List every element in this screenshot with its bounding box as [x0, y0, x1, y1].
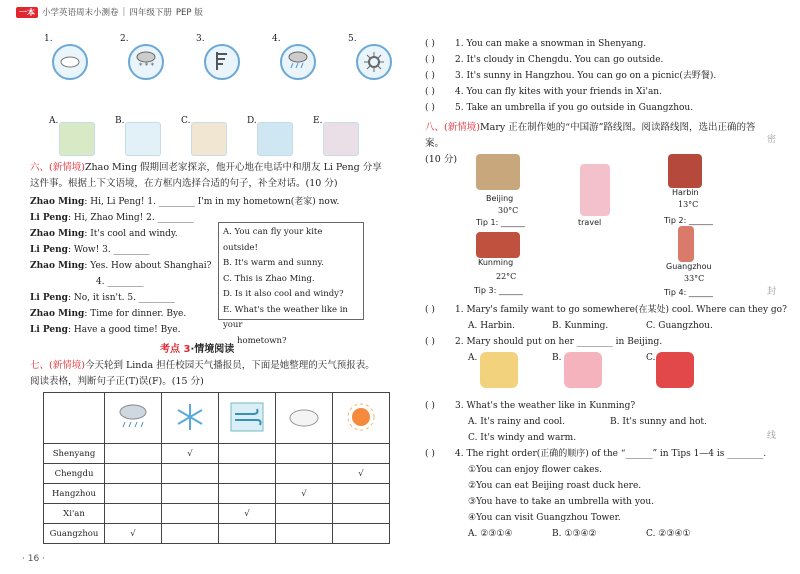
q4-option-b: B. ①③④② — [552, 529, 597, 539]
guangzhou-label: Guangzhou — [666, 262, 712, 271]
table-row — [44, 524, 390, 544]
options-box — [218, 222, 364, 346]
check-cell: √ — [276, 484, 333, 504]
option-a: A. You can fly your kite outside! — [223, 227, 323, 253]
q4-item-1: ①You can enjoy flower cakes. — [468, 465, 602, 475]
table-row — [44, 464, 390, 484]
cloud-icon — [287, 402, 321, 432]
weather-icon-2: 2. * * * — [128, 38, 164, 74]
check-cell — [333, 504, 390, 524]
header-tag: 一本 — [16, 7, 38, 18]
dialogue-line-2: Li Peng: Hi, Zhao Ming! 2. ________ — [30, 213, 194, 223]
cloudy-column — [276, 393, 333, 444]
harbin-temp: 13°C — [678, 200, 699, 209]
dialogue-line-5: Zhao Ming: Yes. How about Shanghai? — [30, 261, 212, 271]
cloud-icon — [60, 54, 80, 68]
margin-mark-3: 线 — [766, 431, 776, 441]
tf-item-2: ( ) 2. It's cloudy in Chengdu. You can go outside. — [425, 55, 664, 65]
rainy-column — [105, 393, 162, 444]
check-cell — [219, 524, 276, 544]
rain-cloud-icon — [116, 402, 150, 432]
table-row — [44, 444, 390, 464]
dialogue-line-3: Zhao Ming: It's cool and windy. — [30, 229, 178, 239]
guangzhou-temp: 33°C — [684, 274, 705, 283]
check-cell — [219, 484, 276, 504]
q3-option-c: C. It's windy and warm. — [468, 433, 577, 443]
travel-label: travel — [578, 218, 602, 227]
check-cell — [276, 444, 333, 464]
q4-item-3: ③You have to take an umbrella with you. — [468, 497, 654, 507]
weather-icon-3: 3. — [204, 38, 240, 74]
section-7-title: 七、(新情境)今天轮到 Linda 担任校园天气播报员，下面是她整理的天气预报表。阅读表格，判断句子正(T)误(F)。(15 分) — [30, 360, 375, 387]
city-cell: Xi'an — [44, 504, 105, 524]
check-cell — [276, 464, 333, 484]
weather-icon-row — [44, 34, 392, 74]
picture-option-c: C. — [187, 118, 225, 154]
q1-option-b: B. Kunming. — [552, 321, 609, 331]
weather-icon-5: 5. — [356, 38, 392, 74]
q1-option-a: A. Harbin. — [468, 321, 516, 331]
great-wall-image — [476, 154, 520, 190]
check-cell — [162, 464, 219, 484]
weather-icon-4: 4. — [280, 38, 316, 74]
page-header: 一本 小学英语周末小测卷 | 四年级下册 PEP 版 — [16, 6, 203, 18]
margin-mark-2: 封 — [766, 287, 776, 297]
city-cell: Guangzhou — [44, 524, 105, 544]
dialogue-line-6: 4. ________ — [96, 277, 144, 287]
check-cell — [105, 444, 162, 464]
check-cell: √ — [105, 524, 162, 544]
option-d: D. Is it also cool and windy? — [223, 289, 344, 299]
q4-option-c: C. ②③④① — [646, 529, 691, 539]
page-number: · 16 · — [22, 554, 45, 564]
check-cell — [276, 504, 333, 524]
q2-option-a: A. — [468, 353, 478, 363]
dialogue-line-8: Zhao Ming: Time for dinner. Bye. — [30, 309, 187, 319]
q4-item-4: ④You can visit Guangzhou Tower. — [468, 513, 621, 523]
weather-table — [43, 392, 390, 544]
option-e-cont: hometown? — [237, 335, 287, 346]
check-cell — [105, 504, 162, 524]
check-cell — [105, 484, 162, 504]
mary-figure — [580, 164, 610, 216]
kunming-gate-image — [476, 232, 520, 258]
q4-stem: ( ) 4. The right order(正确的顺序) of the “______” in Tips 1—4 is ________. — [425, 449, 767, 459]
check-cell — [162, 484, 219, 504]
tshirt-image — [564, 352, 602, 388]
dialogue-line-7: Li Peng: No, it isn't. 5. ________ — [30, 293, 175, 303]
q4-option-a: A. ②③①④ — [468, 529, 513, 539]
check-cell — [276, 524, 333, 544]
check-cell — [105, 464, 162, 484]
section-8-title: 八、(新情境)Mary 正在制作她的“中国游”路线图。阅读路线图，选出正确的答案。 (10 分) — [425, 122, 756, 165]
dialogue-line-4: Li Peng: Wow! 3. ________ — [30, 245, 150, 255]
city-cell: Hangzhou — [44, 484, 105, 504]
weather-icon-1: 1. — [52, 38, 88, 74]
city-cell: Shenyang — [44, 444, 105, 464]
dialogue-line-9: Li Peng: Have a good time! Bye. — [30, 325, 181, 335]
rain-cloud-icon — [288, 50, 308, 70]
check-cell — [333, 524, 390, 544]
check-cell — [162, 504, 219, 524]
tip-2: Tip 2: ______ — [664, 216, 713, 225]
windy-column — [219, 393, 276, 444]
q3-option-a: A. It's rainy and cool. — [468, 417, 566, 427]
picture-option-b: B. — [121, 118, 159, 154]
table-row — [44, 504, 390, 524]
sunny-column — [333, 393, 390, 444]
picture-option-d: D. — [253, 118, 291, 154]
canton-tower-image — [678, 226, 694, 262]
hoodie-image — [656, 352, 694, 388]
beijing-label: Beijing — [486, 194, 514, 203]
wind-icon — [230, 402, 264, 432]
option-c: C. This is Zhao Ming. — [223, 273, 315, 284]
kunming-temp: 22°C — [496, 272, 517, 281]
harbin-label: Harbin — [672, 188, 699, 197]
q1-option-c: C. Guangzhou. — [646, 321, 713, 331]
header-edition: PEP 版 — [175, 8, 203, 18]
check-cell — [333, 484, 390, 504]
q2-option-b: B. — [552, 353, 562, 363]
check-cell — [219, 464, 276, 484]
tip-3: Tip 3: ______ — [474, 286, 523, 295]
snowflake-icon — [175, 402, 205, 432]
dialogue-line-1: Zhao Ming: Hi, Li Peng! 1. ________ I'm in my hometown(老家) now. — [30, 197, 340, 207]
snowy-column — [162, 393, 219, 444]
option-b: B. It's warm and sunny. — [223, 258, 324, 268]
q2-option-c: C. — [646, 353, 656, 363]
option-e: E. What's the weather like in your — [223, 304, 348, 330]
q3-stem: ( ) 3. What's the weather like in Kunming? — [425, 401, 636, 411]
svg-text:* * *: * * * — [139, 62, 154, 70]
picture-options-row — [49, 116, 357, 154]
check-cell — [162, 524, 219, 544]
picture-option-a: A. — [55, 118, 93, 154]
sun-icon — [363, 51, 385, 73]
q4-item-2: ②You can eat Beijing roast duck here. — [468, 481, 642, 491]
tip-4: Tip 4: ______ — [664, 288, 713, 297]
sun-icon — [345, 401, 377, 433]
tf-item-5: ( ) 5. Take an umbrella if you go outside in Guangzhou. — [425, 103, 694, 113]
tf-item-4: ( ) 4. You can fly kites with your friends in Xi'an. — [425, 87, 662, 97]
check-cell — [219, 444, 276, 464]
header-series: 小学英语周末小测卷 — [42, 8, 119, 18]
table-row — [44, 484, 390, 504]
header-grade: 四年级下册 — [129, 8, 172, 18]
q1-stem: ( ) 1. Mary's family want to go somewhere(在某处) cool. Where can they go? — [425, 305, 787, 315]
tf-item-3: ( ) 3. It's sunny in Hangzhou. You can go on a picnic(去野餐). — [425, 71, 717, 81]
beijing-temp: 30°C — [498, 206, 519, 215]
snow-cloud-icon — [136, 50, 156, 70]
windsock-icon — [214, 50, 230, 72]
section-6-title: 六、(新情境)Zhao Ming 假期回老家探亲，他开心地在电话中和朋友 Li Peng 分享这件事。根据上下文语境，在方框内选择合适的句子，补全对话。(10 分) — [30, 162, 382, 189]
margin-mark-1: 密 — [766, 135, 776, 145]
kunming-label: Kunming — [478, 258, 514, 267]
sweater-image — [480, 352, 518, 388]
route-map — [468, 150, 730, 300]
check-cell: √ — [162, 444, 219, 464]
q3-option-b: B. It's sunny and hot. — [610, 417, 707, 427]
city-cell: Chengdu — [44, 464, 105, 484]
q2-stem: ( ) 2. Mary should put on her ________ in Beijing. — [425, 337, 663, 347]
check-cell: √ — [219, 504, 276, 524]
check-cell — [333, 444, 390, 464]
harbin-cathedral-image — [668, 154, 702, 188]
kaodian-heading: 考点 3·情境阅读 — [160, 344, 235, 355]
check-cell: √ — [333, 464, 390, 484]
tip-1: Tip 1: ______ — [476, 218, 525, 227]
picture-option-e: E. — [319, 118, 357, 154]
left-page — [0, 0, 395, 574]
tf-item-1: ( ) 1. You can make a snowman in Shenyang. — [425, 39, 647, 49]
